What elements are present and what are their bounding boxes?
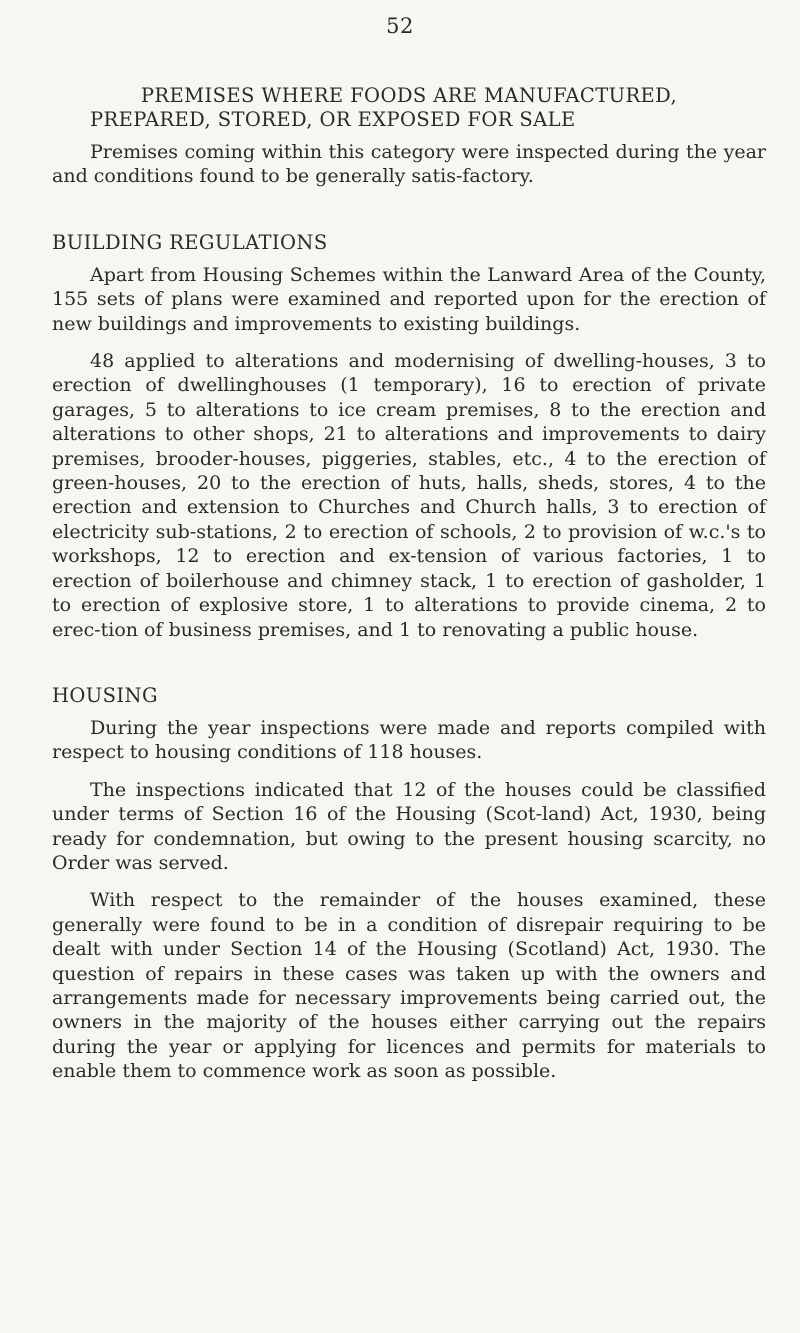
paragraph-housing-1: During the year inspections were made and reports compiled with respect to housing conditions of 118 houses. [52, 716, 766, 764]
section-building-regulations [52, 231, 766, 642]
page-number: 52 [386, 14, 414, 38]
section-heading-building-regulations: BUILDING REGULATIONS [52, 230, 328, 254]
paragraph-housing-3: With respect to the remainder of the houses examined, these generally were found to be in a condition of disrepair requiring to be dealt with under Section 14 of the Housing (Scotland) Act, 1930. The question of repairs in these cases was taken up with the owners and arrangements made for necessary improvements being carried out, the owners in the majority of the houses either carrying out the repairs during the year or applying for licences and permits for materials to enable them to commence work as soon as possible. [52, 889, 766, 1083]
section-heading-housing: HOUSING [52, 683, 158, 707]
section-heading-premises-line-2: PREPARED, STORED, OR EXPOSED FOR SALE [90, 108, 576, 131]
paragraph-premises-1: Premises coming within this category were inspected during the year and conditions found to be generally satis-factory. [52, 141, 766, 188]
page-body [52, 84, 766, 1084]
section-premises [52, 84, 766, 189]
section-housing [52, 684, 766, 1084]
paragraph-building-1: Apart from Housing Schemes within the Lanward Area of the County, 155 sets of plans were examined and reported upon for the erection of new buildings and improvements to existing buildings. [52, 263, 766, 335]
section-heading-premises-line-1: PREMISES WHERE FOODS ARE MANUFACTURED, [140, 84, 678, 107]
paragraph-building-2: 48 applied to alterations and modernising of dwelling-houses, 3 to erection of dwellinghouses (1 temporary), 16 to erection of private garages, 5 to alterations to ice cream premises, 8 to the erection and alterations to other shops, 21 to alterations and improvements to dairy premises, brooder-houses, piggeries, stables, etc., 4 to the erection of green-houses, 20 to the erection of huts, halls, sheds, stores, 4 to the erection and extension to Churches and Church halls, 3 to erection of electricity sub-stations, 2 to erection of schools, 2 to provision of w.c.'s to workshops, 12 to erection and ex-tension of various factories, 1 to erection of boilerhouse and chimney stack, 1 to erection of gasholder, 1 to erection of explosive store, 1 to alterations to provide cinema, 2 to erec-tion of business premises, and 1 to renovating a public house. [52, 350, 766, 641]
paragraph-housing-2: The inspections indicated that 12 of the houses could be classified under terms of Section 16 of the Housing (Scot-land) Act, 1930, being ready for condemnation, but owing to the present housing scarcity, no Order was served. [52, 778, 766, 874]
